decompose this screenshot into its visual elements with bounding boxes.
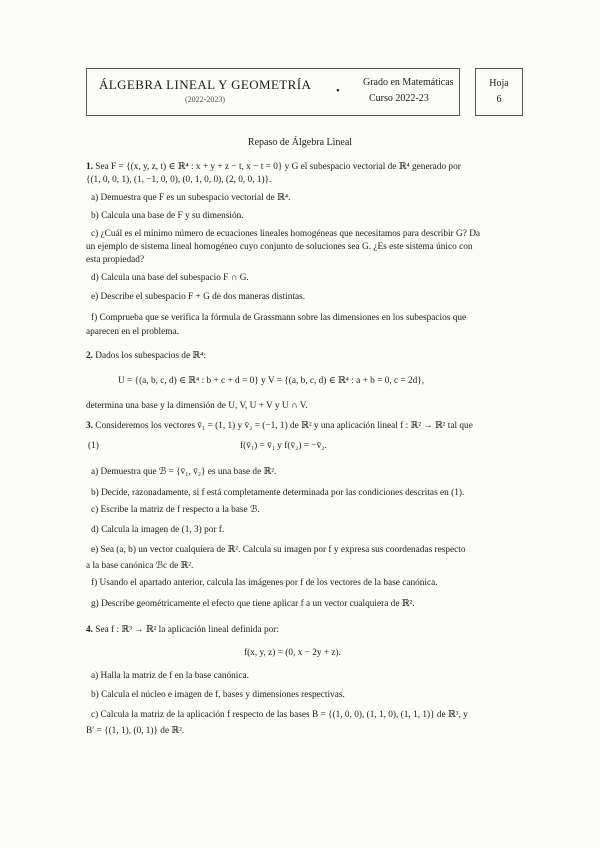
problem-3-statement: 3. Consideremos los vectores v̄₁ = (1, 1) y v̄₂ = (−1, 1) de ℝ² y una aplicación lineal f : ℝ² → ℝ² tal que: [86, 421, 473, 431]
problem-3-part-g: g) Describe geométricamente el efecto que tiene aplicar f a un vector cualquiera de ℝ².: [91, 599, 415, 609]
problem-1-part-e: e) Describe el subespacio F + G de dos maneras distintas.: [91, 292, 306, 302]
problem-2-number: 2.: [86, 351, 93, 361]
course-term: Curso 2022-23: [369, 93, 429, 104]
problem-3-number: 3.: [86, 421, 93, 431]
problem-4-number: 4.: [86, 625, 93, 635]
problem-2-statement: 2. Dados los subespacios de ℝ⁴:: [86, 351, 206, 361]
problem-2-task: determina una base y la dimensión de U, V, U + V y U ∩ V.: [86, 401, 308, 411]
problem-3-equation-label: (1): [88, 441, 99, 451]
header-separator: •: [336, 85, 340, 97]
problem-4-part-c-cont: B′ = {(1, 1), (0, 1)} de ℝ².: [86, 726, 185, 736]
problem-3-part-e: e) Sea (a, b) un vector cualquiera de ℝ². Calcula su imagen por f y expresa sus coordenadas respecto: [91, 545, 466, 555]
problem-4-equation: f(x, y, z) = (0, x − 2y + z).: [244, 648, 341, 658]
sheet-number: 6: [496, 94, 502, 105]
problem-1-part-f-cont: aparecen en el problema.: [86, 327, 179, 337]
header-box: [86, 68, 460, 116]
problem-4-statement: 4. Sea f : ℝ³ → ℝ² la aplicación lineal definida por:: [86, 625, 279, 635]
problem-1-part-c-cont: un ejemplo de sistema lineal homogéneo cuyo conjunto de soluciones sea G. ¿Es este sistema único con: [86, 242, 473, 252]
problem-3-part-f: f) Usando el apartado anterior, calcula las imágenes por f de los vectores de la base canónica.: [91, 578, 438, 588]
problem-3-part-c: c) Escribe la matriz de f respecto a la base ℬ.: [91, 505, 260, 515]
problem-1-part-f: f) Comprueba que se verifica la fórmula de Grassmann sobre las dimensiones en los subespacios que: [91, 313, 467, 323]
degree-name: Grado en Matemáticas: [363, 77, 454, 88]
problem-1-part-d: d) Calcula una base del subespacio F ∩ G.: [91, 273, 249, 283]
problem-1-part-b: b) Calcula una base de F y su dimensión.: [91, 211, 244, 221]
problem-1-part-a: a) Demuestra que F es un subespacio vectorial de ℝ⁴.: [91, 193, 291, 203]
problem-3-part-a: a) Demuestra que ℬ = {v̄₁, v̄₂} es una base de ℝ².: [91, 467, 277, 477]
problem-1-part-c: c) ¿Cuál es el mínimo número de ecuaciones lineales homogéneas que necesitamos para describir G? Da: [91, 229, 481, 239]
problem-3-part-b: b) Decide, razonadamente, si f está completamente determinada por las condiciones descritas en (1).: [91, 488, 465, 498]
problem-3-part-e-cont: a la base canónica ℬc de ℝ².: [86, 561, 194, 571]
problem-1-part-c-cont2: esta propiedad?: [86, 255, 145, 265]
problem-1-statement-cont: {(1, 0, 0, 1), (1, −1, 0, 0), (0, 1, 0, 0), (2, 0, 0, 1)}.: [86, 175, 272, 185]
sheet-box: [475, 68, 523, 116]
problem-4-part-b: b) Calcula el núcleo e imagen de f, bases y dimensiones respectivas.: [91, 690, 345, 700]
course-year: (2022-2023): [185, 95, 225, 104]
problem-3-equation: f(v̄₁) = v̄₁ y f(v̄₂) = −v̄₂.: [240, 441, 327, 451]
sheet-label: Hoja: [489, 78, 509, 89]
problem-2-equation: U = {(a, b, c, d) ∈ ℝ⁴ : b + c + d = 0} y V = {(a, b, c, d) ∈ ℝ⁴ : a + b = 0, c = 2d},: [118, 376, 425, 386]
course-title: ÁLGEBRA LINEAL Y GEOMETRÍA: [99, 77, 312, 92]
page-title: Repaso de Álgebra Lineal: [247, 137, 353, 148]
problem-1-number: 1.: [86, 162, 93, 172]
problem-3-part-d: d) Calcula la imagen de (1, 3) por f.: [91, 525, 225, 535]
problem-4-part-c: c) Calcula la matriz de la aplicación f respecto de las bases B = {(1, 0, 0), (1, 1, 0), (1, 1, 1)} de ℝ³, y: [91, 710, 468, 720]
problem-1-statement: 1. Sea F = {(x, y, z, t) ∈ ℝ⁴ : x + y + z − t, x − t = 0} y G el subespacio vectorial de ℝ⁴ generado por: [86, 162, 461, 172]
problem-4-part-a: a) Halla la matriz de f en la base canónica.: [91, 671, 249, 681]
